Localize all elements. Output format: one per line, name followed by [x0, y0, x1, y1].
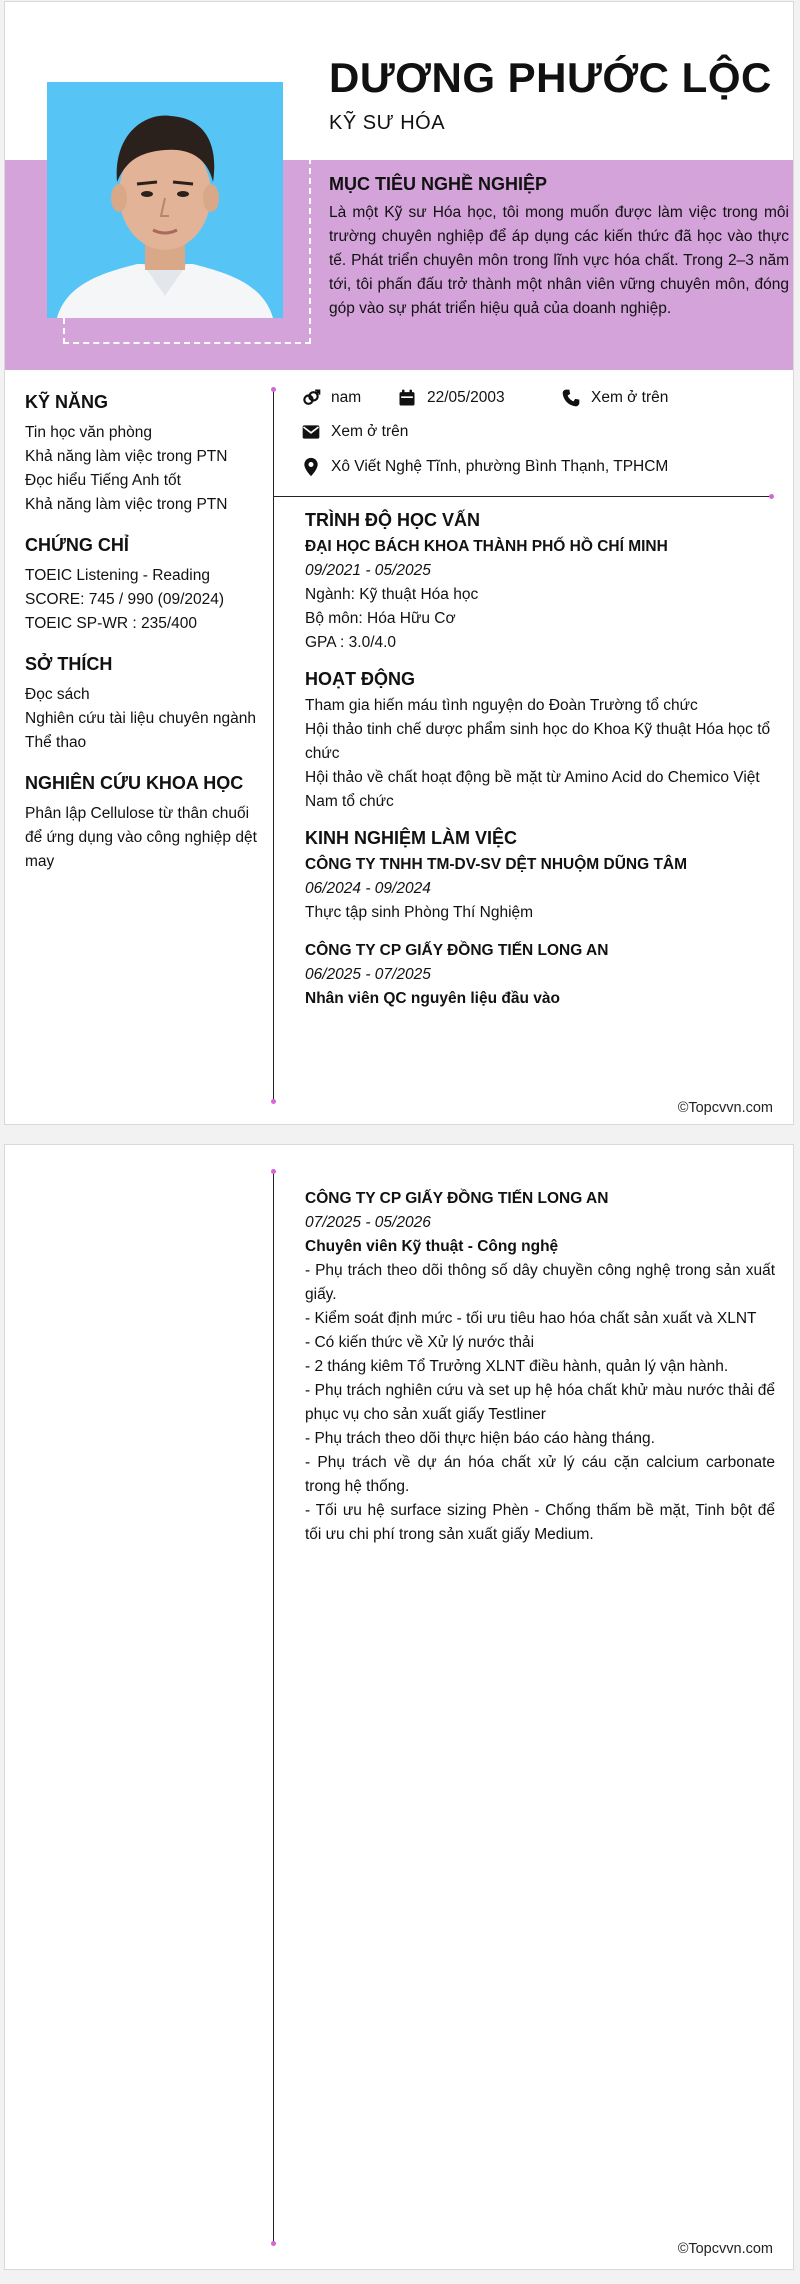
- job-entry: [305, 939, 775, 1011]
- hobbies-section: [25, 654, 265, 755]
- timeline-dot: [271, 1099, 276, 1104]
- research-title: NGHIÊN CỨU KHOA HỌC: [25, 773, 244, 793]
- activities-section: [305, 669, 775, 814]
- job-duty: - 2 tháng kiêm Tổ Trưởng XLNT điều hành, quản lý vận hành.: [305, 1358, 729, 1375]
- job-company: CÔNG TY TNHH TM-DV-SV DỆT NHUỘM DŨNG TÂM: [305, 856, 688, 873]
- timeline-dot: [271, 1169, 276, 1174]
- gender-icon: [301, 388, 321, 408]
- certificates-title: CHỨNG CHỈ: [25, 535, 129, 555]
- job-role: Thực tập sinh Phòng Thí Nghiệm: [305, 904, 534, 921]
- contact-dob: [397, 388, 505, 408]
- objective-text: Là một Kỹ sư Hóa học, tôi mong muốn được làm việc trong môi trường chuyên nghiệp để áp dụng các kiến thức đã học vào thực tế. Phát triển chuyên môn trong lĩnh vực hóa chất. Trong 2–3 năm tới, tôi phấn đấu trở thành một nhân viên vững chuyên môn, đóng góp vào sự phát triển hiệu quả của doanh nghiệp.: [329, 204, 789, 317]
- footer-brand: ©Topcvvn.com: [677, 1100, 773, 1116]
- skill-item: Tin học văn phòng: [25, 424, 152, 441]
- hobby-item: Thể thao: [25, 734, 87, 751]
- right-column: [305, 510, 775, 1025]
- timeline-horizontal-line: [273, 496, 773, 497]
- skill-item: Khả năng làm việc trong PTN: [25, 448, 228, 465]
- contact-email[interactable]: [301, 422, 408, 442]
- timeline-dot: [271, 2241, 276, 2246]
- education-period: 09/2021 - 05/2025: [305, 562, 431, 579]
- left-column: [25, 392, 265, 892]
- phone-value: Xem ở trên: [591, 389, 669, 406]
- email-value: Xem ở trên: [331, 423, 409, 440]
- candidate-name: DƯƠNG PHƯỚC LỘC: [329, 54, 772, 101]
- activity-item: Hội thảo về chất hoạt động bề mặt từ Amino Acid do Chemico Việt Nam tổ chức: [305, 769, 760, 810]
- school-name: ĐẠI HỌC BÁCH KHOA THÀNH PHỐ HỒ CHÍ MINH: [305, 538, 668, 555]
- hobby-item: Nghiên cứu tài liệu chuyên ngành: [25, 710, 256, 727]
- objective-title: MỤC TIÊU NGHỀ NGHIỆP: [329, 174, 548, 194]
- job-title: KỸ SƯ HÓA: [329, 112, 446, 134]
- timeline-dot: [271, 387, 276, 392]
- certificate-item: TOEIC SP-WR : 235/400: [25, 615, 197, 632]
- education-department: Bộ môn: Hóa Hữu Cơ: [305, 610, 456, 627]
- job-period: 07/2025 - 05/2026: [305, 1214, 431, 1231]
- timeline-vertical-line: [273, 1173, 274, 2243]
- certificate-item: TOEIC Listening - Reading: [25, 567, 210, 584]
- education-title: TRÌNH ĐỘ HỌC VẤN: [305, 510, 480, 530]
- job-entry: [305, 1187, 775, 1547]
- job-entry: [305, 853, 775, 925]
- portrait-photo: [47, 82, 283, 318]
- contact-address: [301, 457, 668, 477]
- hobbies-title: SỞ THÍCH: [25, 654, 113, 674]
- envelope-icon: [301, 422, 321, 442]
- job-period: 06/2024 - 09/2024: [305, 880, 431, 897]
- job-duty: - Kiểm soát định mức - tối ưu tiêu hao hóa chất sản xuất và XLNT: [305, 1310, 757, 1327]
- hobby-item: Đọc sách: [25, 686, 90, 703]
- job-duty: - Phụ trách về dự án hóa chất xử lý cáu cặn calcium carbonate trong hệ thống.: [305, 1454, 775, 1495]
- skill-item: Khả năng làm việc trong PTN: [25, 496, 228, 513]
- calendar-icon: [397, 388, 417, 408]
- timeline-dot: [769, 494, 774, 499]
- certificates-section: [25, 535, 265, 636]
- education-major: Ngành: Kỹ thuật Hóa học: [305, 586, 479, 603]
- job-duty: - Phụ trách nghiên cứu và set up hệ hóa chất khử màu nước thải để phục vụ cho sản xuất giấy Testliner: [305, 1382, 775, 1423]
- phone-icon: [561, 388, 581, 408]
- right-column-continued: [305, 1187, 775, 1561]
- education-gpa: GPA : 3.0/4.0: [305, 634, 397, 651]
- gender-value: nam: [331, 389, 362, 406]
- job-role: Nhân viên QC nguyên liệu đầu vào: [305, 990, 560, 1007]
- job-duty: - Phụ trách theo dõi thông số dây chuyền công nghệ trong sản xuất giấy.: [305, 1262, 775, 1303]
- experience-title: KINH NGHIỆM LÀM VIỆC: [305, 828, 518, 848]
- contact-phone[interactable]: [561, 388, 668, 408]
- cv-page-2: [4, 1144, 794, 2270]
- research-section: [25, 773, 265, 874]
- activities-title: HOẠT ĐỘNG: [305, 669, 415, 689]
- job-duty: - Có kiến thức về Xử lý nước thải: [305, 1334, 535, 1351]
- job-period: 06/2025 - 07/2025: [305, 966, 431, 983]
- career-objective-section: [329, 174, 789, 321]
- experience-section: [305, 828, 775, 1011]
- job-company: CÔNG TY CP GIẤY ĐỒNG TIẾN LONG AN: [305, 942, 609, 959]
- activity-item: Hội thảo tinh chế dược phẩm sinh học do Khoa Kỹ thuật Hóa học tổ chức: [305, 721, 771, 762]
- contact-gender: [301, 388, 361, 408]
- certificate-item: SCORE: 745 / 990 (09/2024): [25, 591, 225, 608]
- dob-value: 22/05/2003: [427, 389, 505, 406]
- skill-item: Đọc hiểu Tiếng Anh tốt: [25, 472, 181, 489]
- footer-brand: ©Topcvvn.com: [677, 2241, 773, 2257]
- skills-section: [25, 392, 265, 517]
- address-value: Xô Viết Nghệ Tĩnh, phường Bình Thạnh, TPHCM: [331, 458, 669, 475]
- job-duty: - Tối ưu hệ surface sizing Phèn - Chống thấm bề mặt, Tinh bột để tối ưu chi phí trong sản xuất giấy Medium.: [305, 1502, 775, 1543]
- skills-title: KỸ NĂNG: [25, 392, 109, 412]
- education-section: [305, 510, 775, 655]
- job-role: Chuyên viên Kỹ thuật - Công nghệ: [305, 1238, 559, 1255]
- cv-page-1: [4, 1, 794, 1125]
- job-duty: - Phụ trách theo dõi thực hiện báo cáo hàng tháng.: [305, 1430, 655, 1447]
- activity-item: Tham gia hiến máu tình nguyện do Đoàn Trường tổ chức: [305, 697, 698, 714]
- location-pin-icon: [301, 457, 321, 477]
- job-company: CÔNG TY CP GIẤY ĐỒNG TIẾN LONG AN: [305, 1190, 609, 1207]
- research-text: Phân lập Cellulose từ thân chuối để ứng dụng vào công nghiệp dệt may: [25, 805, 257, 870]
